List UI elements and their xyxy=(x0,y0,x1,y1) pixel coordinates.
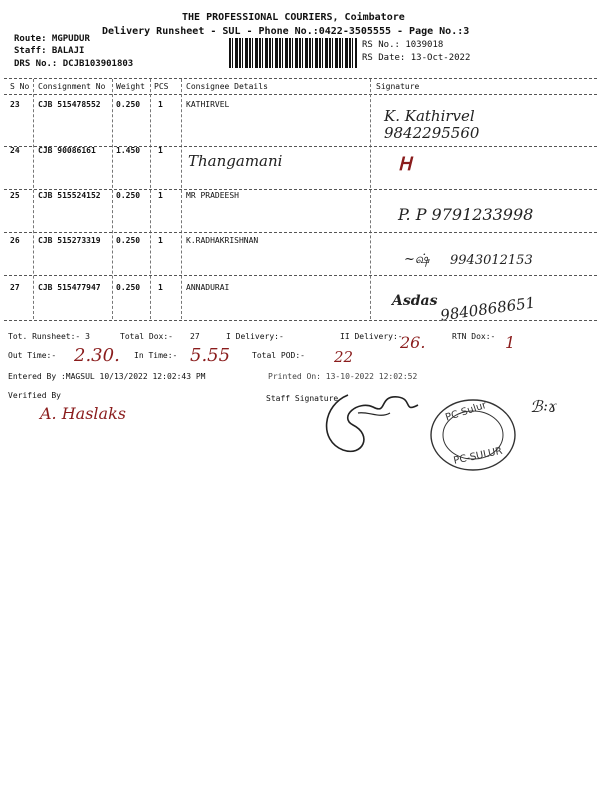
row-26-consignment: CJB 515273319 xyxy=(38,236,101,245)
row-25-consignee: MR PRADEESH xyxy=(186,191,239,200)
row-24-pcs: 1 xyxy=(158,146,163,155)
out-time-value: 2.30. xyxy=(74,345,120,366)
row-26-pcs: 1 xyxy=(158,236,163,245)
col-consignee: Consignee Details xyxy=(186,82,268,91)
stamp-bottom-text: PC-SULUR xyxy=(452,445,504,467)
row-25-pcs: 1 xyxy=(158,191,163,200)
verified-signature: A. Haslaks xyxy=(40,404,126,423)
col-consignment: Consignment No xyxy=(38,82,106,91)
row-26-sno: 26 xyxy=(10,236,20,245)
row-25-signature: P. P 9791233998 xyxy=(398,205,534,224)
rs-date: RS Date: 13-Oct-2022 xyxy=(362,53,471,63)
total-dox-label: Total Dox:- xyxy=(120,332,173,341)
total-runsheet: Tot. Runsheet:- 3 xyxy=(8,332,90,341)
total-dox-value: 27 xyxy=(190,332,200,341)
staff-signature-label: Staff Signature xyxy=(266,394,339,403)
row-25-sno: 25 xyxy=(10,191,20,200)
row-25-weight: 0.250 xyxy=(116,191,141,200)
ii-delivery-label: II Delivery:- xyxy=(340,332,403,341)
runsheet-subtitle: Delivery Runsheet - SUL - Phone No.:0422-3505555 - Page No.:3 xyxy=(102,26,470,37)
total-pod-label: Total POD:- xyxy=(252,351,305,360)
row-23-weight: 0.250 xyxy=(116,100,141,109)
row-23-sno: 23 xyxy=(10,100,20,109)
row-23-signature: K. Kathirvel 9842295560 xyxy=(384,107,480,142)
entered-by: Entered By :MAGSUL 10/13/2022 12:02:43 PM xyxy=(8,372,206,381)
out-time-label: Out Time:- xyxy=(8,351,57,360)
row-25-consignment: CJB 515524152 xyxy=(38,191,101,200)
stamp-side-mark: ℬ꞉ɤ xyxy=(530,397,557,416)
row-24-sno: 24 xyxy=(10,146,20,155)
company-title: THE PROFESSIONAL COURIERS, Coimbatore xyxy=(182,12,405,23)
col-sno: S No xyxy=(10,82,30,91)
rs-number: RS No.: 1039018 xyxy=(362,40,444,50)
row-23-consignee: KATHIRVEL xyxy=(186,100,230,109)
row-24-signature: Thangamani xyxy=(188,152,283,170)
row-27-signature: 9840868651 xyxy=(439,293,537,325)
verified-by-label: Verified By xyxy=(8,391,61,400)
i-delivery-label: I Delivery:- xyxy=(226,332,284,341)
drs-number: DRS No.: DCJB103901803 xyxy=(14,59,134,69)
row-27-weight: 0.250 xyxy=(116,283,141,292)
printed-on: Printed On: 13-10-2022 12:02:52 xyxy=(268,372,418,381)
route-label: Route: MGPUDUR xyxy=(14,34,90,44)
row-24-consignment: CJB 90086161 xyxy=(38,146,96,155)
in-time-label: In Time:- xyxy=(134,351,178,360)
row-27-sign-mark: Asdas xyxy=(392,293,438,309)
row-24-weight: 1.450 xyxy=(116,146,141,155)
row-27-sno: 27 xyxy=(10,283,20,292)
row-26-consignee: K.RADHAKRISHNAN xyxy=(186,236,259,245)
col-pcs: PCS xyxy=(154,82,169,91)
row-23-pcs: 1 xyxy=(158,100,163,109)
staff-label: Staff: BALAJI xyxy=(14,46,85,56)
row-23-consignment: CJB 515478552 xyxy=(38,100,101,109)
stamp-top-text: PC-Sulur xyxy=(444,399,488,424)
row-26-weight: 0.250 xyxy=(116,236,141,245)
total-pod-value: 22 xyxy=(334,348,354,366)
row-27-consignee: ANNADURAI xyxy=(186,283,230,292)
rtn-dox-value: 1 xyxy=(505,333,516,352)
col-signature: Signature xyxy=(376,82,420,91)
col-weight: Weight xyxy=(116,82,145,91)
barcode xyxy=(229,38,357,68)
ii-delivery-value: 26. xyxy=(400,333,426,352)
row-24-initials: ᕼ xyxy=(398,154,412,175)
row-26-signature: 9943012153 xyxy=(450,253,533,268)
row-27-consignment: CJB 515477947 xyxy=(38,283,101,292)
in-time-value: 5.55 xyxy=(190,345,231,366)
row-27-pcs: 1 xyxy=(158,283,163,292)
office-stamp xyxy=(418,395,528,475)
row-26-sign-mark: ~ஷ் xyxy=(404,252,430,267)
rtn-dox-label: RTN Dox:- xyxy=(452,332,496,341)
